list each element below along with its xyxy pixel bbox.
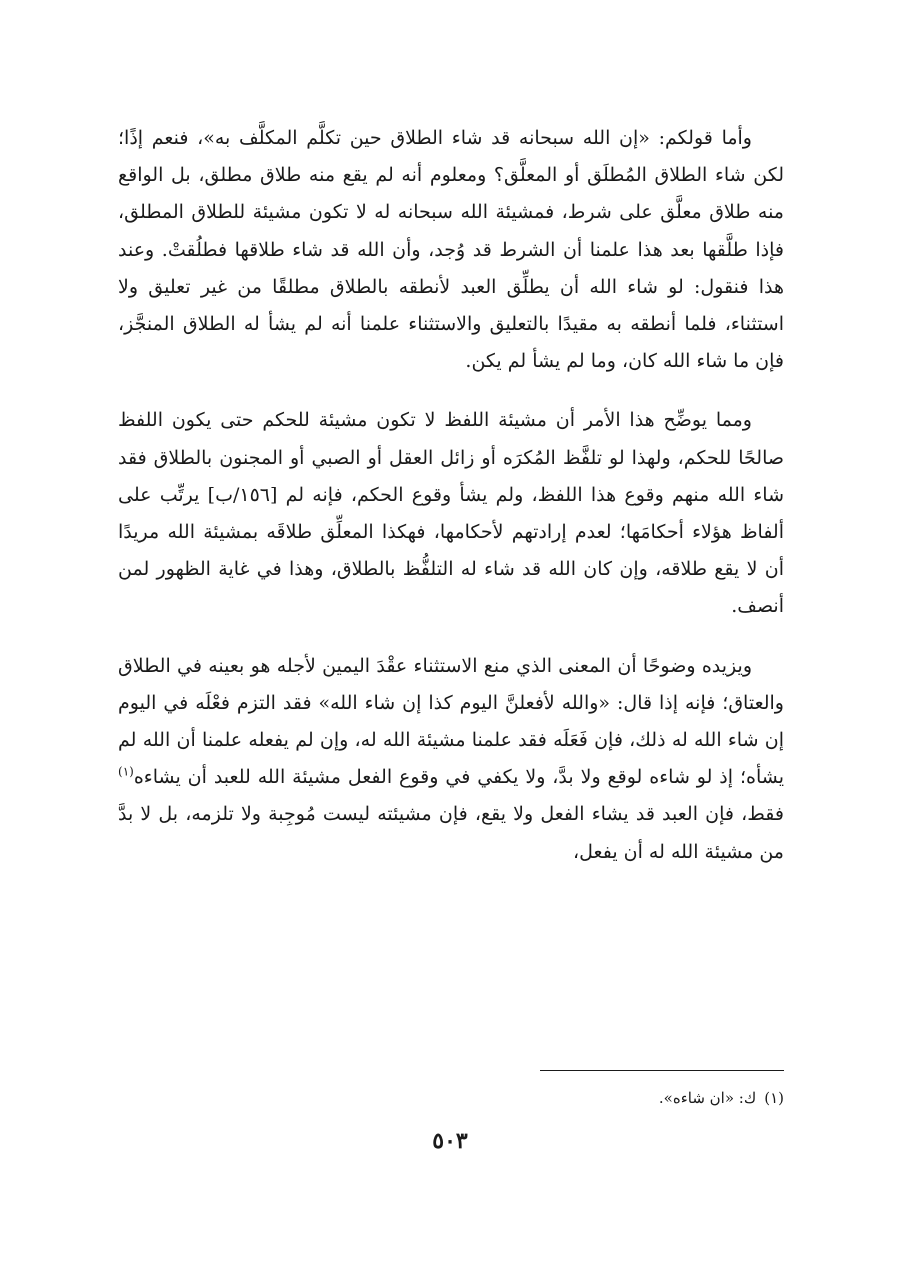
footnote-marker: (١): [764, 1089, 784, 1107]
paragraph-2: ومما يوضِّح هذا الأمر أن مشيئة اللفظ لا تكون مشيئة للحكم حتى يكون اللفظ صالحًا للحكم، ولهذا لو تلفَّظ المُكرَه أو زائل العقل أو الصبي أو المجنون بالطلاق فقد شاء الله منهم وقوع هذا اللفظ، ولم يشأ وقوع الحكم، فإنه لم [١٥٦/ب] يرتِّب على ألفاظ هؤلاء أحكامَها؛ لعدم إرادتهم لأحكامها، فهكذا المعلِّق طلاقَه بمشيئة الله مريدًا أن لا يقع طلاقه، وإن كان الله قد شاء له التلفُّظ بالطلاق، وهذا في غاية الظهور لمن أنصف.: [118, 409, 784, 618]
footnote-text: ك: «ان شاءه».: [658, 1089, 757, 1107]
paragraph-1: وأما قولكم: «إن الله سبحانه قد شاء الطلاق حين تكلَّم المكلَّف به»، فنعم إذًا؛ لكن شاء الطلاق المُطلَق أو المعلَّق؟ ومعلوم أنه لم يقع منه طلاق مطلق، بل الواقع منه طلاق معلَّق على شرط، فمشيئة الله سبحانه له لا تكون مشيئة للطلاق المطلق، فإذا طلَّقها بعد هذا علمنا أن الشرط قد وُجد، وأن الله قد شاء طلاقها فطلُقتْ. وعند هذا فنقول: لو شاء الله أن يطلِّق العبد لأنطقه بالطلاق مطلقًا من غير تعليق ولا استثناء، فلما أنطقه به مقيدًا بالتعليق والاستثناء علمنا أنه لم يشأ له الطلاق المنجَّز، فإن ما شاء الله كان، وما لم يشأ لم يكن.: [118, 127, 784, 373]
paragraph-3-tail: فقط، فإن العبد قد يشاء الفعل ولا يقع، فإن مشيئته ليست مُوجِبة ولا تلزمه، بل لا بدَّ من مشيئة الله له أن يفعل،: [118, 803, 784, 863]
main-text: [118, 120, 784, 871]
paragraph-3-head: ويزيده وضوحًا أن المعنى الذي منع الاستثناء عقْدَ اليمين لأجله هو بعينه في الطلاق والعتاق؛ فإنه إذا قال: «والله لأفعلنَّ اليوم كذا إن شاء الله» فقد التزم فعْلَه في اليوم إن شاء الله له ذلك، فإن فَعَلَه فقد علمنا مشيئة الله له، وإن لم يفعله علمنا أن الله لم يشأه؛ إذ لو شاءه لوقع ولا بدَّ، ولا يكفي في وقوع الفعل مشيئة الله للعبد أن يشاءه: [118, 654, 784, 789]
footnotes: [118, 1086, 784, 1110]
footnote-reference[interactable]: (١): [118, 764, 134, 779]
paragraph-3: [118, 648, 784, 871]
footnote-divider: [540, 1070, 784, 1071]
page-number: ٥٠٣: [432, 1128, 468, 1154]
